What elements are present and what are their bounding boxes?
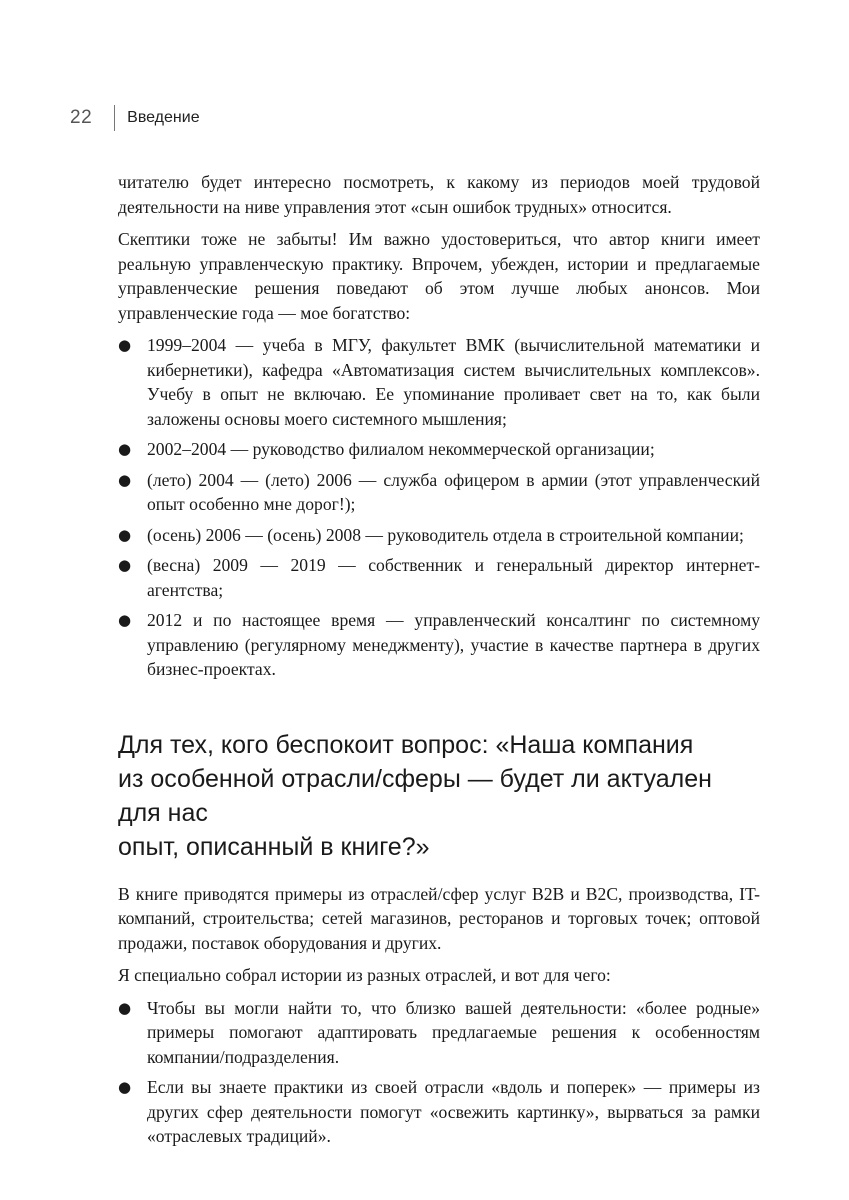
paragraph: Скептики тоже не забыты! Им важно удостовериться, что автор книги имеет реальную управленческую практику. Впрочем, убежден, истории и предлагаемые управленческие решения поведают об этом лучше любых анонсов. Мои управленческие года — мое богатство: [118, 229, 760, 323]
section-heading-line: Для тех, кого беспокоит вопрос: «Наша компания [118, 730, 694, 759]
list-item [118, 333, 760, 431]
career-list [118, 333, 760, 682]
list-item [118, 468, 760, 517]
list-item [118, 437, 760, 462]
header-divider [114, 105, 115, 131]
bullet-icon: ● [118, 470, 132, 489]
list-item [118, 1075, 760, 1149]
list-item-text: 1999–2004 — учеба в МГУ, факультет ВМК (вычислительной математики и кибернетики), кафедра «Автоматизация систем вычислительных комплексов». Учебу в опыт не включаю. Ее упоминание проливает свет на то, как были заложены основы моего системного мышления; [147, 335, 760, 429]
list-item-text: Чтобы вы могли найти то, что близко вашей деятельности: «более родные» примеры помогают адаптировать предлагаемые решения к особенностям компании/подразделения. [147, 997, 760, 1067]
paragraph: читателю будет интересно посмотреть, к какому из периодов моей трудовой деятельности на ниве управления этот «сын ошибок трудных» относится. [118, 172, 760, 217]
bullet-icon: ● [118, 556, 132, 574]
bullet-icon: ● [118, 440, 132, 458]
section-heading-line: из особенной отрасли/сферы — будет ли актуален для нас [118, 764, 712, 827]
bullet-icon: ● [118, 336, 132, 354]
paragraph: Я специально собрал истории из разных отраслей, и вот для чего: [118, 965, 611, 985]
list-item-text: (весна) 2009 — 2019 — собственник и генеральный директор интернет-агентства; [147, 555, 760, 600]
paragraph: В книге приводятся примеры из отраслей/сфер услуг B2B и B2C, производства, IT-компаний, строительства; сетей магазинов, ресторанов и торговых точек; оптовой продажи, поставок оборудования и других. [118, 883, 760, 953]
list-item [118, 996, 760, 1070]
reasons-list [118, 996, 760, 1149]
section-heading-line: опыт, описанный в книге?» [118, 832, 430, 861]
page-number: 22 [70, 107, 93, 128]
list-item-text: Если вы знаете практики из своей отрасли «вдоль и поперек» — примеры из других сфер деятельности помогут «освежить картинку», вырваться за рамки «отраслевых традиций». [147, 1077, 760, 1146]
bullet-icon: ● [118, 525, 132, 544]
bullet-icon: ● [118, 611, 132, 629]
bullet-icon: ● [118, 998, 132, 1017]
bullet-icon: ● [118, 1078, 132, 1096]
list-item [118, 523, 760, 548]
running-head [70, 104, 200, 132]
list-item [118, 553, 760, 602]
page-body [118, 170, 760, 1155]
list-item-text: 2012 и по настоящее время — управленческий консалтинг по системному управлению (регулярному менеджменту), участие в качестве партнера в других бизнес-проектах. [147, 610, 760, 679]
list-item-text: (лето) 2004 — (лето) 2006 — служба офицером в армии (этот управленческий опыт особенно мне дорог!); [147, 469, 760, 514]
list-item-text: 2002–2004 — руководство филиалом некоммерческой организации; [147, 439, 655, 459]
list-item [118, 608, 760, 682]
section-heading [118, 728, 760, 864]
list-item-text: (осень) 2006 — (осень) 2008 — руководитель отдела в строительной компании; [147, 524, 744, 545]
chapter-title: Введение [127, 109, 200, 126]
